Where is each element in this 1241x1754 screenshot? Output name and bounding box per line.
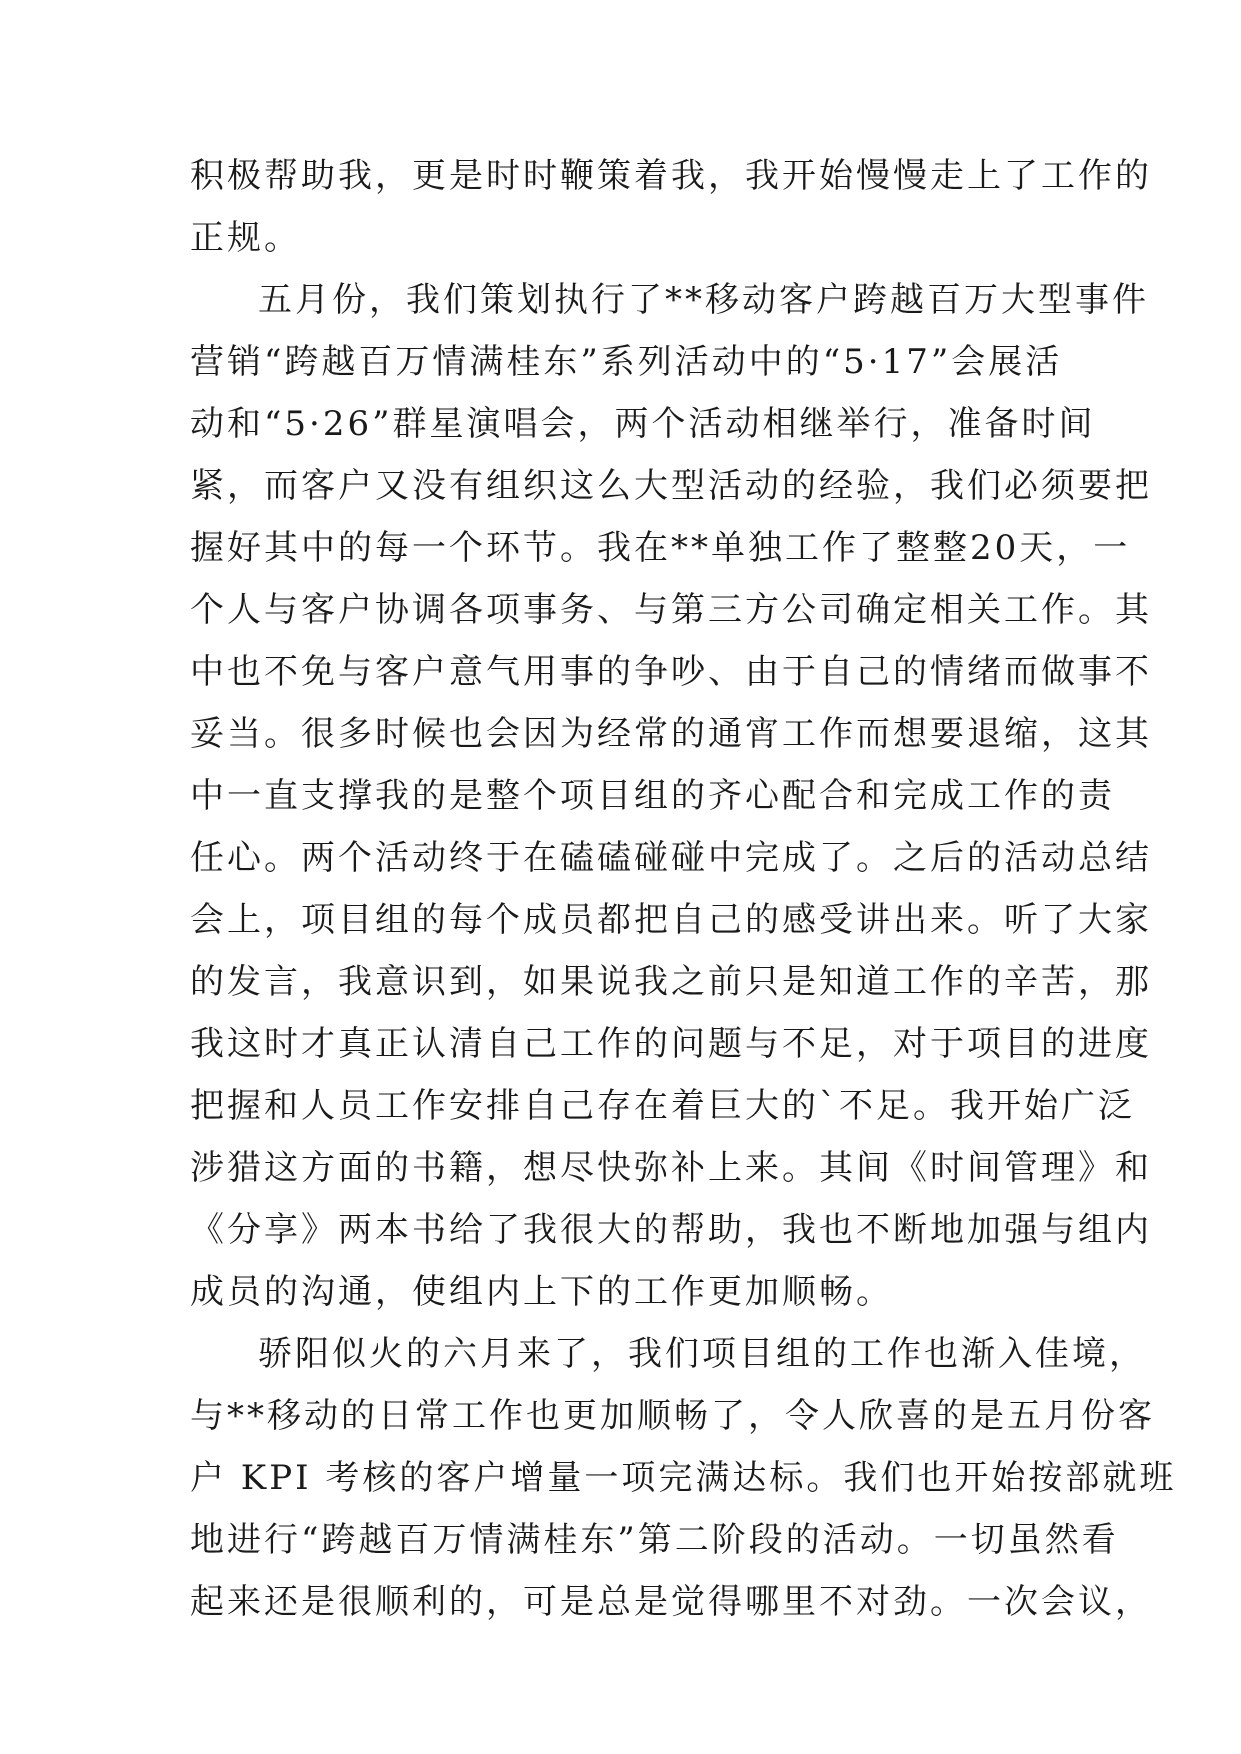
text-line: 中也不免与客户意气用事的争吵、由于自己的情绪而做事不 [190,652,1152,692]
text-line: 起来还是很顺利的，可是总是觉得哪里不对劲。一次会议， [190,1582,1152,1622]
text-line: 任心。两个活动终于在磕磕碰碰中完成了。之后的活动总结 [190,838,1152,878]
text-line: 会上，项目组的每个成员都把自己的感受讲出来。听了大家 [190,900,1152,940]
text-line: 涉猎这方面的书籍，想尽快弥补上来。其间《时间管理》和 [190,1148,1152,1188]
text-line: 《分享》两本书给了我很大的帮助，我也不断地加强与组内 [190,1210,1152,1250]
text-line: 握好其中的每一个环节。我在**单独工作了整整20天，一 [190,528,1131,568]
text-line: 成员的沟通，使组内上下的工作更加顺畅。 [190,1272,893,1312]
text-line: 紧，而客户又没有组织这么大型活动的经验，我们必须要把 [190,466,1152,506]
text-line: 地进行“跨越百万情满桂东”第二阶段的活动。一切虽然看 [190,1520,1119,1560]
document-body [190,145,1177,1633]
text-line: 个人与客户协调各项事务、与第三方公司确定相关工作。其 [190,590,1152,630]
paragraph-first-line: 五月份，我们策划执行了**移动客户跨越百万大型事件 [258,280,1149,320]
text-line: 把握和人员工作安排自己存在着巨大的`不足。我开始广泛 [190,1086,1135,1126]
text-line: 户 KPI 考核的客户增量一项完满达标。我们也开始按部就班 [190,1458,1177,1498]
paragraph-first-line: 骄阳似火的六月来了，我们项目组的工作也渐入佳境， [258,1334,1146,1374]
text-line: 我这时才真正认清自己工作的问题与不足，对于项目的进度 [190,1024,1152,1064]
text-line: 与**移动的日常工作也更加顺畅了，令人欣喜的是五月份客 [190,1396,1155,1436]
text-line: 积极帮助我，更是时时鞭策着我，我开始慢慢走上了工作的 [190,156,1152,196]
text-line: 动和“5·26”群星演唱会，两个活动相继举行，准备时间 [190,404,1096,444]
text-line: 妥当。很多时候也会因为经常的通宵工作而想要退缩，这其 [190,714,1152,754]
text-line: 的发言，我意识到，如果说我之前只是知道工作的辛苦，那 [190,962,1152,1002]
text-line: 营销“跨越百万情满桂东”系列活动中的“5·17”会展活 [190,342,1063,382]
text-line: 正规。 [190,218,301,258]
text-line: 中一直支撑我的是整个项目组的齐心配合和完成工作的责 [190,776,1115,816]
